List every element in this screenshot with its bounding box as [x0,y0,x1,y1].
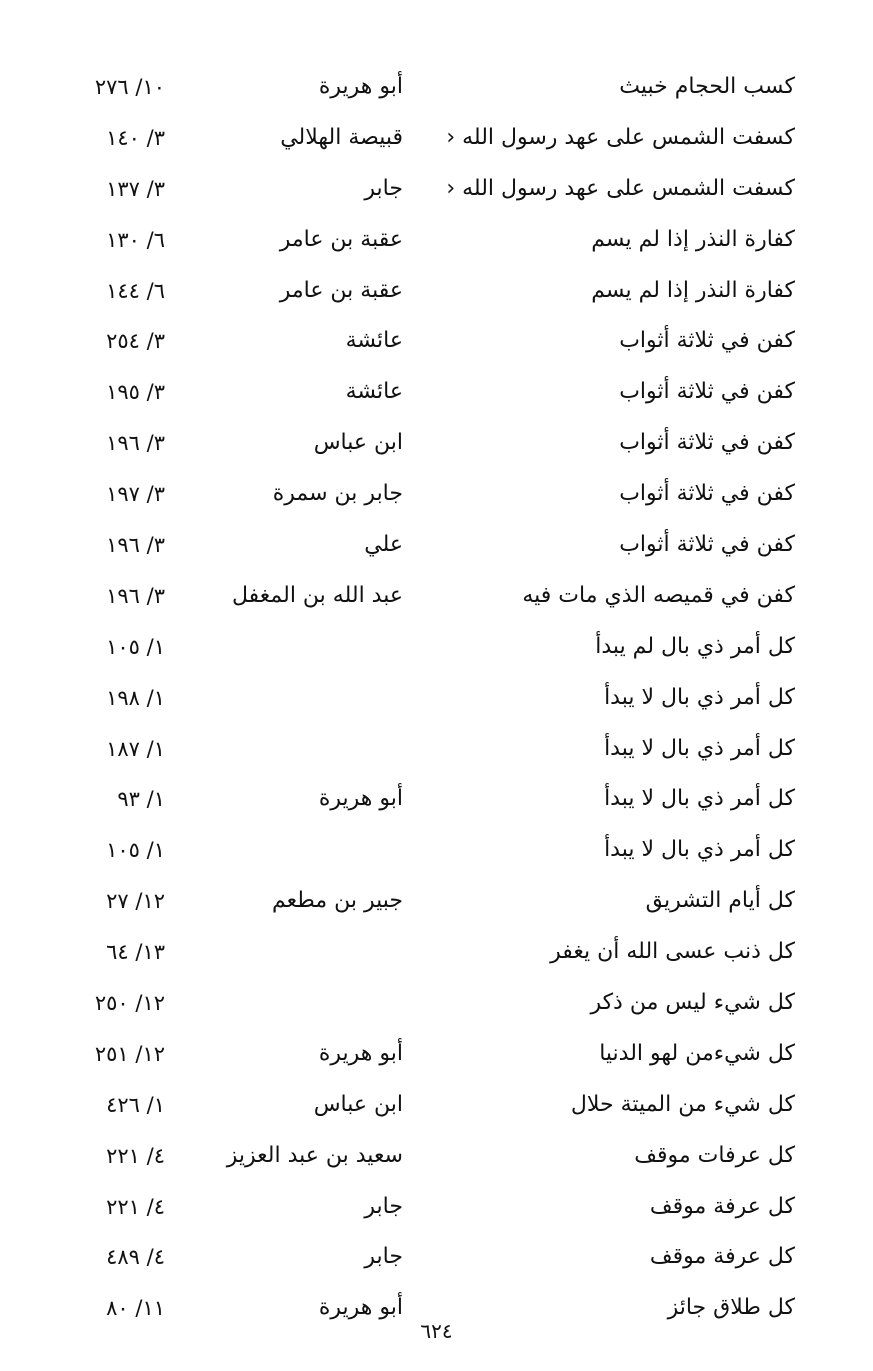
narrator-name: علي [364,532,403,558]
hadith-title: كل ذنب عسى الله أن يغفر [550,939,795,965]
index-row [0,774,873,825]
volume-page-reference: ١/ ١٩٨ [106,685,165,710]
volume-page-reference: ٤/ ٤٨٩ [106,1245,165,1270]
narrator-name: جابر [364,175,403,201]
narrator-name [203,825,403,876]
narrator-name: ابن عباس [313,1091,403,1117]
hadith-title: كل أمر ذي بال لا يبدأ [604,735,795,761]
narrator-name: أبو هريرة [318,1040,403,1066]
index-row [0,1029,873,1080]
index-row [0,978,873,1029]
hadith-title: كسفت الشمس على عهد رسول الله ‹ [446,175,795,201]
hadith-title: كل أمر ذي بال لم يبدأ [595,633,795,659]
hadith-title: كل شيء ليس من ذكر [590,990,795,1016]
index-row [0,520,873,571]
narrator-name [203,724,403,775]
index-row [0,673,873,724]
narrator-name: جابر [364,1193,403,1219]
volume-page-reference: ١/ ٩٣ [117,787,165,812]
index-row [0,724,873,775]
volume-page-reference: ٦/ ١٣٠ [106,227,165,252]
narrator-name [203,673,403,724]
narrator-name: جبير بن مطعم [272,888,403,914]
index-row [0,367,873,418]
narrator-name: أبو هريرة [318,786,403,812]
hadith-title: كل أمر ذي بال لا يبدأ [604,837,795,863]
hadith-title: كل شيء من الميتة حلال [570,1091,795,1117]
narrator-name: أبو هريرة [318,74,403,99]
volume-page-reference: ١/ ١٠٥ [106,838,165,863]
index-row [0,266,873,317]
index-row [0,1080,873,1131]
narrator-name: سعيد بن عبد العزيز [226,1142,403,1168]
volume-page-reference: ١٣/ ٦٤ [106,940,165,965]
hadith-title: كفن في ثلاثة أثواب [619,532,795,558]
volume-page-reference: ٣/ ١٤٠ [106,125,165,150]
narrator-name: جابر بن سمرة [272,481,403,507]
narrator-name: عقبة بن عامر [279,226,403,252]
hadith-title: كل أيام التشريق [645,888,795,914]
index-row [0,927,873,978]
index-row [0,164,873,215]
volume-page-reference: ٤/ ٢٢١ [106,1143,165,1168]
narrator-name: جابر [364,1244,403,1270]
hadith-title: كفن في ثلاثة أثواب [619,379,795,405]
volume-page-reference: ٣/ ١٣٧ [106,176,165,201]
index-row [0,622,873,673]
index-row [0,1131,873,1182]
volume-page-reference: ١/ ٤٢٦ [106,1092,165,1117]
index-row [0,876,873,927]
volume-page-reference: ١١/ ٨٠ [106,1296,165,1321]
volume-page-reference: ١٢/ ٢٥١ [94,1041,165,1066]
hadith-title: كفن في قميصه الذي مات فيه [522,582,795,608]
volume-page-reference: ١/ ١٠٥ [106,634,165,659]
narrator-name: ابن عباس [313,430,403,456]
hadith-title: كل أمر ذي بال لا يبدأ [604,786,795,812]
hadith-title: كل عرفة موقف [649,1244,795,1270]
index-row [0,316,873,367]
index-row [0,113,873,164]
hadith-title: كفن في ثلاثة أثواب [619,328,795,354]
narrator-name [203,978,403,1029]
volume-page-reference: ١٢/ ٢٥٠ [94,991,165,1016]
volume-page-reference: ٣/ ١٩٦ [106,533,165,558]
index-row [0,62,873,113]
hadith-title: كفن في ثلاثة أثواب [619,481,795,507]
hadith-title: كل أمر ذي بال لا يبدأ [604,684,795,710]
narrator-name: عائشة [345,379,403,405]
volume-page-reference: ٣/ ١٩٥ [106,380,165,405]
index-row [0,825,873,876]
hadith-title: كل عرفات موقف [634,1142,795,1168]
hadith-title: كل شيءمن لهو الدنيا [599,1040,795,1066]
hadith-title: كفارة النذر إذا لم يسم [591,277,795,303]
index-row [0,418,873,469]
narrator-name: عقبة بن عامر [279,277,403,303]
volume-page-reference: ٣/ ١٩٦ [106,431,165,456]
volume-page-reference: ١/ ١٨٧ [106,736,165,761]
volume-page-reference: ٣/ ٢٥٤ [106,329,165,354]
volume-page-reference: ٤/ ٢٢١ [106,1194,165,1219]
volume-page-reference: ٦/ ١٤٤ [106,278,165,303]
page-number: ٦٢٤ [420,1319,453,1343]
volume-page-reference: ١٢/ ٢٧ [106,889,165,914]
narrator-name [203,622,403,673]
index-row [0,571,873,622]
narrator-name [203,927,403,978]
hadith-title: كفن في ثلاثة أثواب [619,430,795,456]
index-row [0,469,873,520]
volume-page-reference: ١٠/ ٢٧٦ [94,75,165,99]
index-row [0,1182,873,1233]
hadith-title: كفارة النذر إذا لم يسم [591,226,795,252]
volume-page-reference: ٣/ ١٩٧ [106,482,165,507]
hadith-index-list [0,62,873,1334]
hadith-title: كسفت الشمس على عهد رسول الله ‹ [446,124,795,150]
hadith-title: كسب الحجام خبيث [619,74,795,99]
index-row [0,1232,873,1283]
hadith-title: كل طلاق جائز [667,1295,795,1321]
hadith-title: كل عرفة موقف [649,1193,795,1219]
volume-page-reference: ٣/ ١٩٦ [106,583,165,608]
narrator-name: عبد الله بن المغفل [232,582,403,608]
narrator-name: قبيصة الهلالي [280,124,403,150]
narrator-name: أبو هريرة [318,1295,403,1321]
index-row [0,215,873,266]
narrator-name: عائشة [345,328,403,354]
